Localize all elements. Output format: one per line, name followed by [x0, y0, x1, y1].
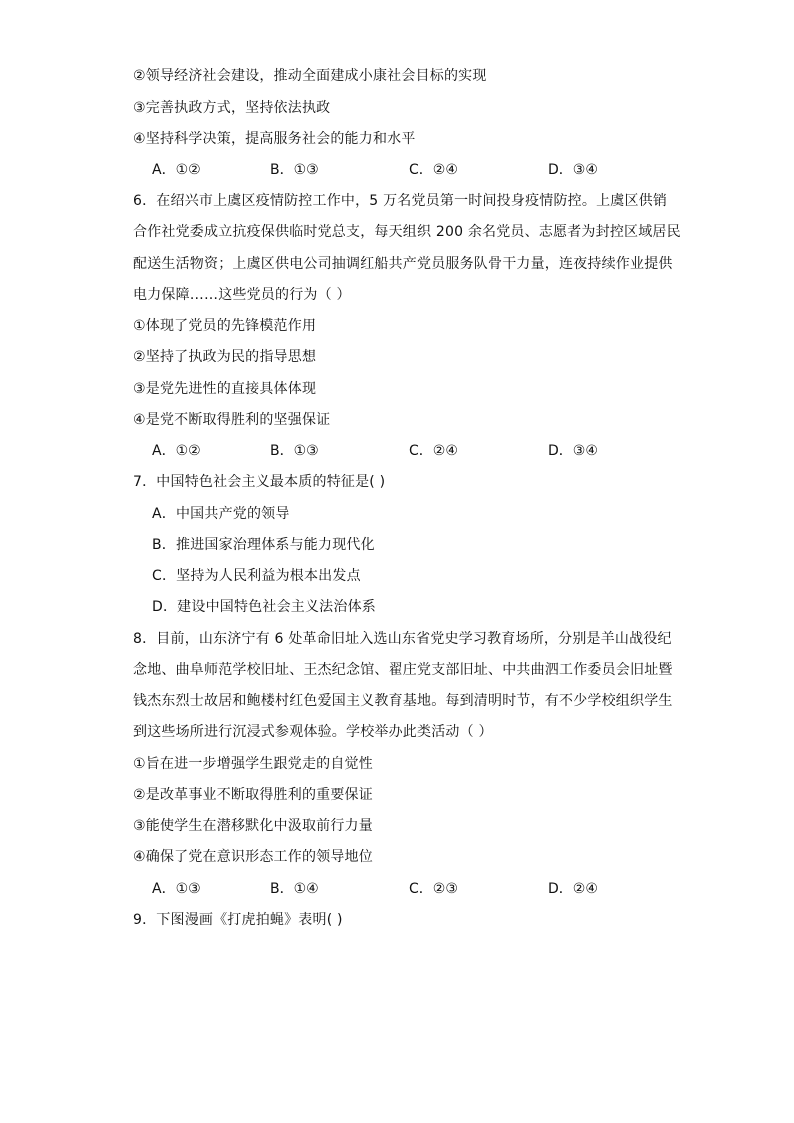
- q8-item-2: ②是改革事业不断取得胜利的重要保证: [133, 787, 373, 803]
- q6-stem-line-4: 电力保障……这些党员的行为（ ）: [133, 287, 351, 303]
- q7-stem: 7．中国特色社会主义最本质的特征是( ): [133, 474, 386, 490]
- q5-item-4: ④坚持科学决策，提高服务社会的能力和水平: [133, 131, 416, 147]
- q8-option-c: C．②③: [409, 881, 458, 897]
- q8-stem-line-3: 钱杰东烈士故居和鲍楼村红色爱国主义教育基地。每到清明时节，有不少学校组织学生: [133, 693, 673, 709]
- q5-item-3: ③完善执政方式，坚持依法执政: [133, 100, 331, 116]
- q8-item-1: ①旨在进一步增强学生跟党走的自觉性: [133, 756, 373, 772]
- q8-item-3: ③能使学生在潜移默化中汲取前行力量: [133, 818, 373, 834]
- q5-option-c: C．②④: [409, 162, 458, 178]
- q8-option-a: A．①③: [152, 881, 201, 897]
- q7-choice-c: C．坚持为人民利益为根本出发点: [152, 568, 361, 584]
- q8-option-b: B．①④: [270, 881, 319, 897]
- q6-stem-line-3: 配送生活物资；上虞区供电公司抽调红船共产党员服务队骨干力量，连夜持续作业提供: [133, 256, 673, 272]
- q8-stem-line-1: 8．目前，山东济宁有 6 处革命旧址入选山东省党史学习教育场所，分别是羊山战役纪: [133, 631, 672, 647]
- q5-item-2: ②领导经济社会建设，推动全面建成小康社会目标的实现: [133, 68, 487, 84]
- q7-choice-a: A．中国共产党的领导: [152, 506, 290, 522]
- q7-choice-b: B．推进国家治理体系与能力现代化: [152, 537, 375, 553]
- q6-stem-line-2: 合作社党委成立抗疫保供临时党总支，每天组织 200 余名党员、志愿者为封控区域居民: [133, 224, 681, 240]
- q5-option-b: B．①③: [270, 162, 319, 178]
- q8-stem-line-4: 到这些场所进行沉浸式参观体验。学校举办此类活动（ ）: [133, 724, 493, 740]
- q6-option-a: A．①②: [152, 443, 201, 459]
- q6-option-c: C．②④: [409, 443, 458, 459]
- q6-item-2: ②坚持了执政为民的指导思想: [133, 349, 317, 365]
- q6-item-3: ③是党先进性的直接具体体现: [133, 381, 317, 397]
- q6-item-1: ①体现了党员的先锋模范作用: [133, 318, 317, 334]
- q7-choice-d: D．建设中国特色社会主义法治体系: [152, 599, 376, 615]
- q6-stem-line-1: 6．在绍兴市上虞区疫情防控工作中，5 万名党员第一时间投身疫情防控。上虞区供销: [133, 193, 668, 209]
- q8-stem-line-2: 念地、曲阜师范学校旧址、王杰纪念馆、翟庄党支部旧址、中共曲泗工作委员会旧址暨: [133, 662, 673, 678]
- q5-option-d: D．③④: [548, 162, 598, 178]
- q8-item-4: ④确保了党在意识形态工作的领导地位: [133, 849, 373, 865]
- q6-option-d: D．③④: [548, 443, 598, 459]
- q6-option-b: B．①③: [270, 443, 319, 459]
- q9-stem: 9．下图漫画《打虎拍蝇》表明( ): [133, 912, 343, 928]
- q8-option-d: D．②④: [548, 881, 598, 897]
- q6-item-4: ④是党不断取得胜利的坚强保证: [133, 412, 331, 428]
- q5-option-a: A．①②: [152, 162, 201, 178]
